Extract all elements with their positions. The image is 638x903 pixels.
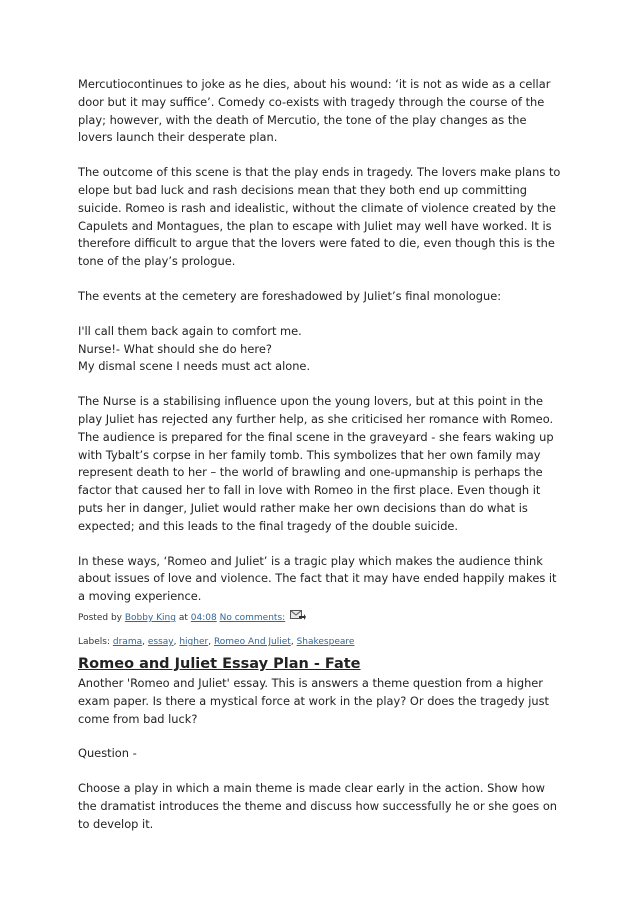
blog-content [78,76,564,851]
posted-by-label: Posted by [78,612,122,623]
post-title-link[interactable]: Romeo and Juliet Essay Plan - Fate [78,655,361,672]
post-paragraph: The events at the cemetery are foreshadowed by Juliet’s final monologue: [78,288,502,303]
quoted-monologue [78,323,564,376]
monologue-line: Nurse!- What should she do here? [78,341,272,356]
label-link-shakespeare[interactable]: Shakespeare [296,636,355,647]
label-link-romeo-and-juliet[interactable]: Romeo And Juliet [213,636,291,647]
post-paragraph: Choose a play in which a main theme is made clear early in the action. Show how the dramatist introduces the theme and discuss how successfully he or she goes on to develop it. [78,781,558,831]
blog-post-1 [78,76,564,649]
label-link-drama[interactable]: drama [112,636,143,647]
post-paragraph: In these ways, ‘Romeo and Juliet’ is a tragic play which makes the audience think about issues of love and violence. The fact that it may have ended happily makes it a moving experience. [78,553,557,604]
label-link-higher[interactable]: higher [179,636,209,647]
blog-post-2 [78,655,564,834]
comments-link[interactable]: No comments: [219,612,286,623]
post-paragraph: Another 'Romeo and Juliet' essay. This is answers a theme question from a higher exam paper. Is there a mystical force at work in the play? Or does the tragedy just come from bad luck? [78,675,550,726]
post-paragraph: The Nurse is a stabilising influence upon the young lovers, but at this point in the play Juliet has rejected any further help, as she criticised her romance with Romeo. The audience is prepared for the final scene in the graveyard - she fears waking up with Tybalt’s corpse in her family tomb. This symbolizes that her own family may represent death to her – the world of brawling and one-upmanship is perhaps the factor that caused her to fall in love with Romeo in the first place. Even though it puts her in danger, Juliet would rather make her own decisions than do what is expected; and this leads to the final tragedy of the double suicide. [78,394,554,533]
monologue-line: I'll call them back again to comfort me. [78,323,302,338]
author-link[interactable]: Bobby King [124,612,176,623]
monologue-line: My dismal scene I needs must act alone. [78,359,311,374]
post-paragraph: The outcome of this scene is that the play ends in tragedy. The lovers make plans to elope but bad luck and rash decisions mean that they both end up committing suicide. Romeo is rash and idealistic, without the climate of violence created by the Capulets and Montagues, the plan to escape with Juliet may well have worked. It is therefore difficult to argue that the lovers were fated to die, even though this is the tone of the play’s prologue. [78,165,561,269]
post-paragraph: Question - [78,746,137,761]
post-paragraph: Mercutiocontinues to joke as he dies, about his wound: ‘it is not as wide as a cellar door but it may suffice’. Comedy co-exists with tragedy through the course of the play; however, with the death of Mercutio, the tone of the play changes as the lovers launch their desperate plan. [78,77,551,145]
post-footer [78,610,564,625]
at-label: at [178,612,188,623]
label-link-essay[interactable]: essay [147,636,174,647]
timestamp-link[interactable]: 04:08 [190,612,217,623]
email-post-icon[interactable] [290,610,306,621]
post-labels: Labels: drama, essay, higher, Romeo And Juliet, Shakespeare [78,636,355,647]
labels-prefix: Labels: [78,636,111,647]
